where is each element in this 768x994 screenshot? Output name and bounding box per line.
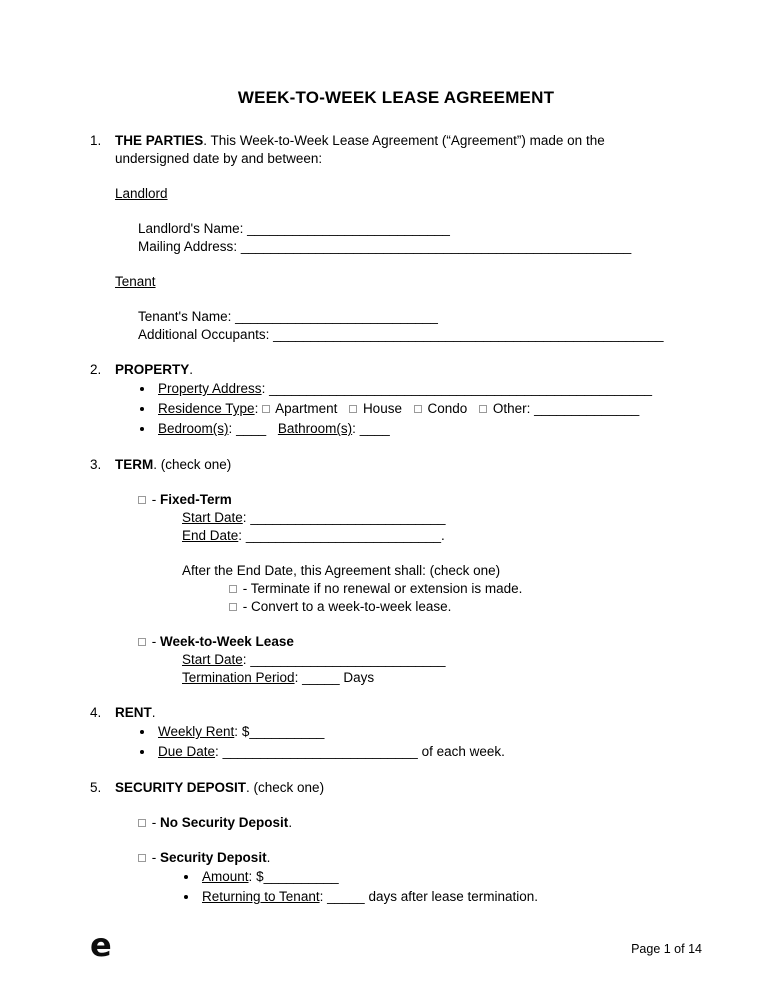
fixed-end-date-line [182,527,702,545]
deposit-line [138,849,702,867]
colon: : [233,239,238,254]
terminate-option-line [229,580,702,598]
period: . [189,362,194,377]
bedrooms-label: Bedroom(s) [158,421,229,436]
tenant-header [115,273,702,291]
bathrooms-blank: ____ [359,421,390,436]
section-number: 2. [90,362,102,377]
section-security-deposit [90,779,702,907]
section-number: 5. [90,780,102,795]
mailing-address-label: Mailing Address [138,239,234,254]
colon: : [228,421,233,436]
other-option-label: Other: [492,401,531,416]
bullet-icon [184,875,188,879]
deposit-label: Security Deposit [160,850,267,865]
colon: : [234,724,239,739]
additional-occupants-blank: ____________________________________________________ [273,327,664,342]
weekly-start-date-blank: __________________________ [250,652,446,667]
section-body [115,779,702,907]
colon: : [238,528,243,543]
due-date-item [138,742,702,762]
no-deposit-checkbox[interactable] [138,819,146,827]
amount-blank: __________ [263,869,339,884]
colon: : [352,421,356,436]
start-date-label: Start Date [182,510,243,525]
section-body [115,132,702,344]
landlord-header-label: Landlord [115,186,168,201]
property-address-blank: ___________________________________________________ [269,381,653,396]
section-heading: PROPERTY [115,362,190,377]
termination-period-suffix: Days [343,670,375,685]
security-heading-after: . (check one) [246,780,325,795]
section-property [90,361,702,439]
dash: - [151,492,157,507]
week-to-week-checkbox[interactable] [138,638,146,646]
condo-checkbox[interactable] [414,405,422,413]
bullet-icon [184,895,188,899]
terminate-checkbox[interactable] [229,585,237,593]
security-deposit-heading-line [115,779,702,797]
mailing-address-line [138,238,702,256]
section-term [90,456,702,687]
colon: : [265,327,270,342]
dollar-sign: $ [241,724,250,739]
parties-intro [115,132,671,168]
fixed-term-label: Fixed-Term [160,492,232,507]
colon: : [242,652,247,667]
section-number: 4. [90,705,102,720]
section-rent [90,704,702,762]
colon: : [215,744,219,759]
bedrooms-blank: ____ [236,421,267,436]
bullet-icon [140,730,144,734]
bullet-icon [140,387,144,391]
section-number: 1. [90,133,102,148]
section-parties [90,132,702,344]
no-deposit-line [138,814,702,832]
condo-option-label: Condo [427,401,468,416]
tenant-header-label: Tenant [115,274,156,289]
week-to-week-label: Week-to-Week Lease [160,634,294,649]
apartment-checkbox[interactable] [262,405,270,413]
colon: : [242,510,247,525]
landlord-name-blank: ___________________________ [247,221,450,236]
dash: - [151,850,157,865]
start-date-label: Start Date [182,652,243,667]
bathrooms-label: Bathroom(s) [277,421,353,436]
weekly-rent-label: Weekly Rent [158,724,235,739]
page-number: Page 1 of 14 [631,942,702,956]
fixed-start-date-blank: __________________________ [250,510,446,525]
fixed-term-line [138,491,702,509]
additional-occupants-label: Additional Occupants [138,327,266,342]
landlord-name-line [138,220,702,238]
termination-period-blank: _____ [302,670,340,685]
week-to-week-line [138,633,702,651]
after-end-date-text: After the End Date, this Agreement shall: (check one) [182,563,501,578]
weekly-start-date-line [182,651,702,669]
house-checkbox[interactable] [349,405,357,413]
additional-occupants-line [138,326,702,344]
colon: : [254,401,259,416]
dash: - [151,634,157,649]
page-footer [90,926,702,964]
section-heading: SECURITY DEPOSIT [115,780,247,795]
term-heading-after: . (check one) [153,457,232,472]
landlord-name-label: Landlord's Name [138,221,240,236]
amount-label: Amount [202,869,249,884]
residence-type-label: Residence Type [158,401,255,416]
period: . [288,815,293,830]
tenant-name-blank: ___________________________ [235,309,438,324]
termination-period-label: Termination Period [182,670,295,685]
colon: : [239,221,244,236]
no-deposit-label: No Security Deposit [160,815,289,830]
apartment-option-label: Apartment [275,401,338,416]
returning-to-tenant-item [182,887,702,907]
deposit-checkbox[interactable] [138,854,146,862]
dash: - [242,599,248,614]
returning-label: Returning to Tenant [202,889,320,904]
eforms-logo-icon: e [90,926,112,964]
section-heading: TERM [115,457,154,472]
due-date-blank: __________________________ [222,744,418,759]
mailing-address-blank: ____________________________________________________ [240,239,632,254]
term-heading-line [115,456,702,474]
section-heading: RENT [115,705,152,720]
convert-checkbox[interactable] [229,603,237,611]
end-date-label: End Date [182,528,239,543]
tenant-name-line [138,308,702,326]
document-title: WEEK-TO-WEEK LEASE AGREEMENT [237,88,555,107]
bullet-icon [140,407,144,411]
period: . [441,528,445,543]
colon: : [319,889,324,904]
period: . [151,705,156,720]
convert-option-line [229,598,702,616]
residence-type-item [138,399,702,419]
parties-intro-text: . This Week-to-Week Lease Agreement (“Agreement”) made on the undersigned date by and between: [115,133,605,166]
section-number: 3. [90,457,102,472]
weekly-rent-item [138,722,702,742]
convert-option-label: Convert to a week-to-week lease. [251,599,452,614]
due-date-suffix: of each week. [421,744,505,759]
colon: : [248,869,253,884]
termination-period-line [182,669,702,687]
colon: : [261,381,266,396]
bedrooms-bathrooms-item [138,419,702,439]
section-body [115,704,702,762]
rent-heading-line [115,704,702,722]
fixed-start-date-line [182,509,702,527]
terminate-option-label: Terminate if no renewal or extension is made. [250,581,523,596]
section-body [115,456,702,687]
deposit-amount-item [182,867,702,887]
property-address-label: Property Address [158,381,262,396]
fixed-term-checkbox[interactable] [138,496,146,504]
fixed-end-date-blank: __________________________ [245,528,442,543]
dollar-sign: $ [256,869,264,884]
due-date-label: Due Date [158,744,216,759]
property-address-item [138,379,702,399]
colon: : [294,670,299,685]
returning-blank: _____ [327,889,365,904]
weekly-rent-blank: __________ [249,724,325,739]
colon: : [227,309,232,324]
landlord-header [115,185,702,203]
other-checkbox[interactable] [479,405,487,413]
returning-suffix: days after lease termination. [368,889,539,904]
dash: - [242,581,248,596]
period: . [266,850,271,865]
bullet-icon [140,750,144,754]
tenant-name-label: Tenant's Name [138,309,228,324]
dash: - [151,815,157,830]
section-body [115,361,702,439]
section-heading: THE PARTIES [115,133,204,148]
bullet-icon [140,427,144,431]
property-heading-line [115,361,702,379]
house-option-label: House [362,401,402,416]
other-blank: ______________ [534,401,640,416]
